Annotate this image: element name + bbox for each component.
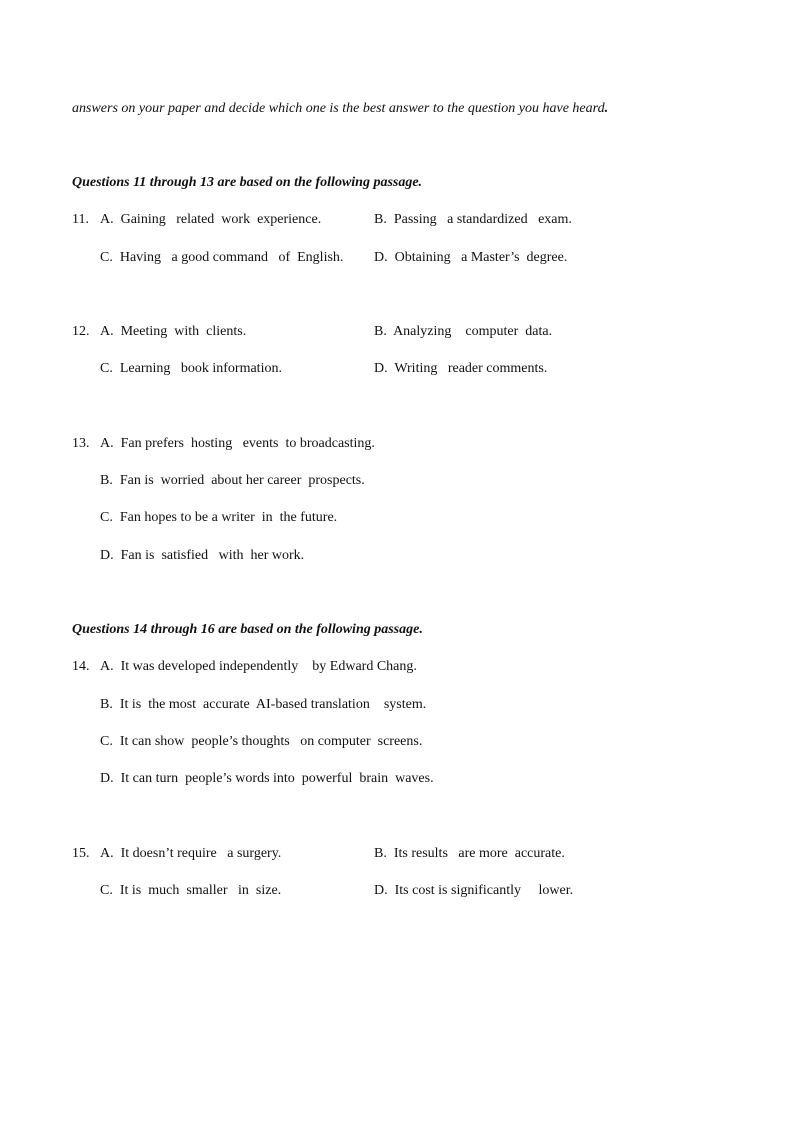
q15-option-c: C. It is much smaller in size. xyxy=(100,883,282,898)
q11-option-c: C. Having a good command of English. xyxy=(100,250,344,265)
q14-option-c: C. It can show people’s thoughts on computer screens. xyxy=(100,734,423,749)
q11-option-b: B. Passing a standardized exam. xyxy=(374,212,572,227)
q13-option-d: D. Fan is satisfied with her work. xyxy=(100,548,305,563)
q12-option-d: D. Writing reader comments. xyxy=(374,361,548,376)
q12-option-c: C. Learning book information. xyxy=(100,361,282,376)
q14-option-d: D. It can turn people’s words into powerful brain waves. xyxy=(100,771,434,786)
q15-option-b: B. Its results are more accurate. xyxy=(374,846,565,861)
q13-option-b: B. Fan is worried about her career prospects. xyxy=(100,473,365,488)
question-number-15: 15. xyxy=(72,846,90,861)
q12-option-a: A. Meeting with clients. xyxy=(100,324,247,339)
q13-option-c: C. Fan hopes to be a writer in the future. xyxy=(100,510,338,525)
q11-option-d: D. Obtaining a Master’s degree. xyxy=(374,250,568,265)
q14-option-b: B. It is the most accurate AI-based translation system. xyxy=(100,697,427,712)
question-number-14: 14. xyxy=(72,659,90,674)
q12-option-b: B. Analyzing computer data. xyxy=(374,324,553,339)
intro-end-punct: . xyxy=(604,101,609,116)
question-number-12: 12. xyxy=(72,324,90,339)
q15-option-d: D. Its cost is significantly lower. xyxy=(374,883,574,898)
q14-option-a: A. It was developed independently by Edward Chang. xyxy=(100,659,417,674)
question-number-13: 13. xyxy=(72,436,90,451)
q15-option-a: A. It doesn’t require a surgery. xyxy=(100,846,282,861)
section-heading-14-16: Questions 14 through 16 are based on the following passage. xyxy=(72,622,423,637)
intro-body: answers on your paper and decide which one is the best answer to the question you have heard xyxy=(72,101,605,116)
question-number-11: 11. xyxy=(72,212,89,227)
section-heading-11-13: Questions 11 through 13 are based on the following passage. xyxy=(72,175,423,190)
q11-option-a: A. Gaining related work experience. xyxy=(100,212,322,227)
intro-text xyxy=(72,100,608,118)
q13-option-a: A. Fan prefers hosting events to broadcasting. xyxy=(100,436,375,451)
